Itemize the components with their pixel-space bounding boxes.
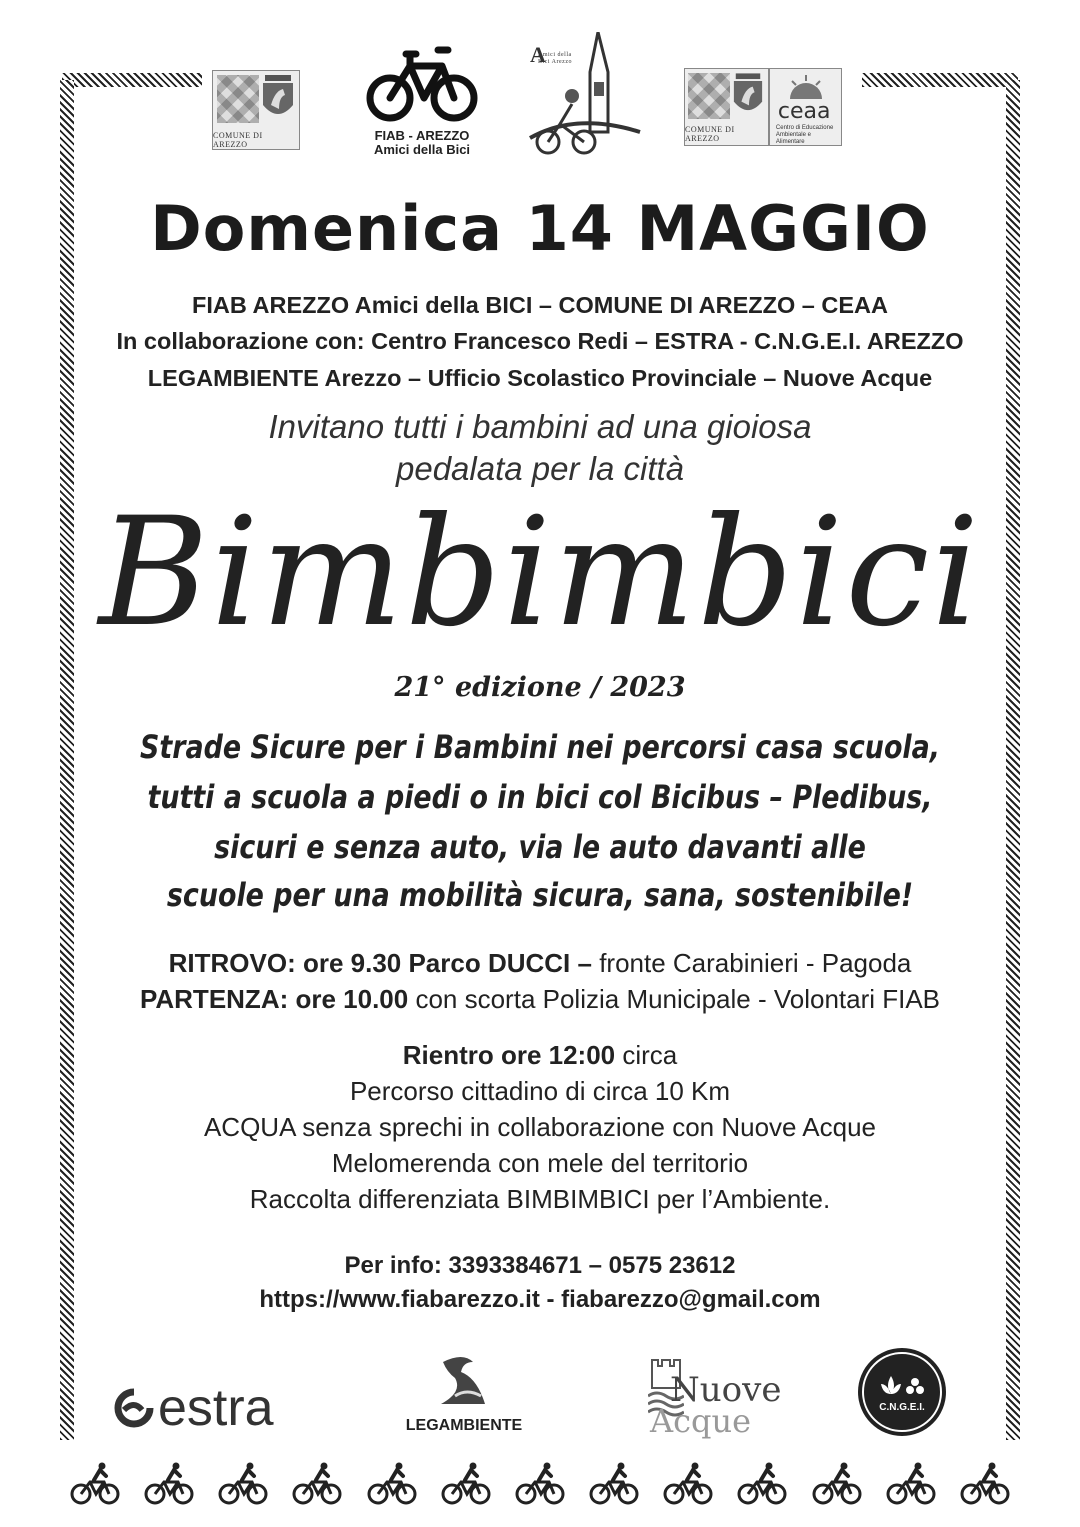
cyclist-icon	[886, 1462, 936, 1511]
ritrovo-bold: RITROVO: ore 9.30 Parco DUCCI –	[168, 948, 592, 978]
invite-line-2: pedalata per la città	[395, 450, 685, 487]
cyclist-icon	[218, 1462, 268, 1511]
rientro	[0, 1040, 1080, 1071]
amici-label: Amici della Bici Arezzo	[538, 52, 572, 65]
comune-label-left: COMUNE DI AREZZO	[213, 131, 263, 149]
acque-label: Acque	[650, 1402, 752, 1440]
detail-line-4: Raccolta differenziata BIMBIMBICI per l’Ambiente.	[249, 1184, 831, 1214]
slogan-line-2: tutti a scuola a piedi o in bici col Bicibus – Pledibus,	[147, 778, 933, 816]
slogan-line-4: scuole per una mobilità sicura, sana, sostenibile!	[166, 876, 914, 914]
cyclist-icon	[515, 1462, 565, 1511]
cyclist-icon	[292, 1462, 342, 1511]
amici-bici-logo	[526, 32, 644, 158]
border-right	[1006, 80, 1020, 1440]
bicycle-icon	[366, 42, 478, 124]
organizers-line-3: LEGAMBIENTE Arezzo – Ufficio Scolastico Provinciale – Nuove Acque	[147, 365, 933, 391]
event-name: Bimbimbici	[98, 486, 982, 660]
partenza	[0, 984, 1080, 1015]
partenza-bold: PARTENZA: ore 10.00	[139, 984, 409, 1014]
contact-phone: Per info: 3393384671 – 0575 23612	[344, 1252, 736, 1279]
cyclist-icon	[70, 1462, 120, 1511]
cyclist-icon	[960, 1462, 1010, 1511]
estra-label: estra	[158, 1379, 274, 1437]
ceaa-label: ceaa	[777, 99, 831, 124]
rientro-rest: circa	[615, 1040, 678, 1070]
invite-line-1: Invitano tutti i bambini ad una gioiosa	[268, 408, 812, 445]
crest-horse-icon	[732, 73, 764, 119]
slogan-line-1: Strade Sicure per i Bambini nei percorsi casa scuola,	[140, 728, 940, 766]
legambiente-label: LEGAMBIENTE	[405, 1417, 523, 1434]
comune-arezzo-logo-right	[684, 68, 769, 146]
rientro-bold: Rientro ore 12:00	[402, 1040, 616, 1070]
organizers-line-2: In collaborazione con: Centro Francesco Redi – ESTRA - C.N.G.E.I. AREZZO	[116, 328, 964, 354]
page-title: Domenica 14 MAGGIO	[150, 192, 930, 265]
nuove-acque-logo	[630, 1356, 790, 1446]
border-left	[60, 80, 74, 1440]
detail-line-2: ACQUA senza sprechi in collaborazione con Nuove Acque	[203, 1112, 877, 1142]
cyclist-icon	[144, 1462, 194, 1511]
cyclist-icon	[812, 1462, 862, 1511]
partenza-rest: con scorta Polizia Municipale - Volontari FIAB	[408, 984, 941, 1014]
sun-icon	[786, 75, 826, 101]
bicycle-row	[70, 1462, 1010, 1511]
cyclist-icon	[737, 1462, 787, 1511]
comune-arezzo-logo-left	[212, 70, 300, 150]
cyclist-icon	[589, 1462, 639, 1511]
cngei-label: C.N.G.E.I.	[879, 1401, 925, 1413]
detail-line-3: Melomerenda con mele del territorio	[331, 1148, 749, 1178]
detail-line-1: Percorso cittadino di circa 10 Km	[349, 1076, 731, 1106]
edition: 21° edizione / 2023	[394, 672, 686, 703]
organizers-line-1: FIAB AREZZO Amici della BICI – COMUNE DI AREZZO – CEAA	[192, 292, 888, 318]
diamond-pattern-icon	[217, 75, 259, 123]
ritrovo	[0, 948, 1080, 979]
fiab-logo	[362, 42, 482, 162]
swan-icon	[433, 1352, 495, 1412]
ritrovo-rest: fronte Carabinieri - Pagoda	[591, 948, 912, 978]
fleur-de-lis-icon	[877, 1372, 927, 1402]
slogan-line-3: sicuri e senza auto, via le auto davanti alle	[214, 828, 866, 866]
ceaa-sublabel: Centro di Educazione Ambientale e Alimentare	[775, 125, 834, 145]
cyclist-icon	[367, 1462, 417, 1511]
crest-horse-icon	[261, 75, 295, 123]
contact-web: https://www.fiabarezzo.it - fiabarezzo@gmail.com	[259, 1286, 821, 1313]
cyclist-icon	[663, 1462, 713, 1511]
nuove-label: Nuove	[670, 1370, 782, 1410]
estra-logo	[112, 1378, 274, 1438]
estra-swirl-icon	[112, 1386, 156, 1430]
border-top-right	[862, 73, 1018, 87]
legambiente-logo	[394, 1352, 534, 1435]
ceaa-logo	[769, 68, 842, 146]
fiab-label: FIAB - AREZZO	[374, 128, 470, 143]
diamond-pattern-icon	[688, 73, 730, 119]
tower-cyclist-icon	[526, 32, 644, 158]
comune-ceaa-logo	[684, 68, 842, 146]
cngei-logo	[858, 1348, 946, 1436]
border-top-left	[62, 73, 202, 87]
svg-text:A: A	[530, 42, 546, 67]
cngei-inner-ring	[862, 1352, 942, 1432]
comune-label-right: COMUNE DI AREZZO	[685, 125, 735, 143]
fiab-sublabel: Amici della Bici	[373, 142, 471, 157]
cyclist-icon	[441, 1462, 491, 1511]
